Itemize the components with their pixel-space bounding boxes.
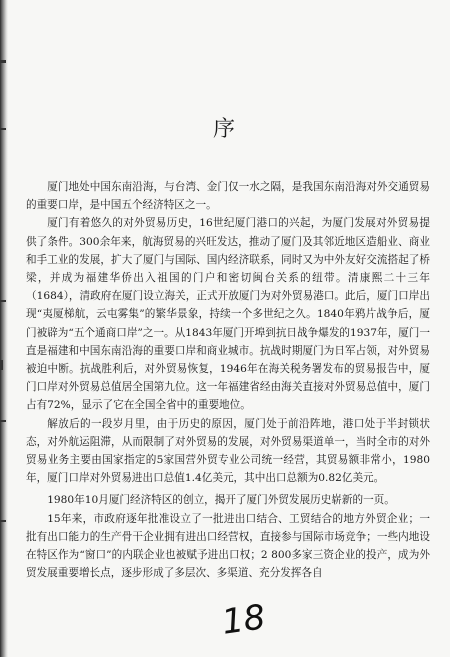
paragraph: 1980年10月厦门经济特区的创立，揭开了厦门外贸发展历史崭新的一页。: [47, 494, 395, 507]
body-text: [26, 178, 430, 582]
binding-mark: [0, 60, 6, 63]
binding-mark: [0, 360, 3, 370]
paragraph: 厦门有着悠久的对外贸易历史，16世纪厦门港口的兴起，为厦门发展对外贸易提供了条件。300余年来，航海贸易的兴旺发达，推动了厦门及其邻近地区造船业、商业和手工业的发展，扩大了厦门与国际、国内经济联系，同时又为中外友好交流搭起了桥梁，并成为福建华侨出入祖国的门户和密切闽台关系的纽带。清康熙二十三年（1684），清政府在厦门设立海关，正式开放厦门为对外贸易港口。此后，厦门口岸出现“夷厦梯航，云屯雾集”的繁华景象，持续一个多世纪之久。1840年鸦片战争后，厦门被辟为“五个通商口岸”之一。从1843年厦门开埠到抗日战争爆发的1937年，厦门一直是福建和中国东南沿海的重要口岸和商业城市。抗战时期厦门为日军占领，对外贸易被迫中断。抗战胜利后，对外贸易恢复，1946年在海关税务署发布的贸易报告中，厦门口岸对外贸易总值居全国第九位。这一年福建省经由海关直接对外贸易总值中，厦门占有72%，显示了它在全国全省中的重要地位。: [26, 217, 430, 412]
page-title: 序: [212, 117, 237, 142]
binding-edge: [0, 0, 8, 657]
paragraph: 15年来，市政府逐年批准设立了一批进出口结合、工贸结合的地方外贸企业；一批有出口能力的生产骨干企业拥有进出口经营权，直接参与国际市场竞争；一些内地设在特区作为“窗口”的内联企业也被赋予进出口权；2 800多家三资企业的投产，成为外贸发展重要增长点，逐步形成了多层次、多渠道、充分发挥各自: [26, 512, 430, 580]
binding-mark: [0, 300, 6, 302]
paragraph: 厦门地处中国东南沿海，与台湾、金门仅一水之隔，是我国东南沿海对外交通贸易的重要口岸，是中国五个经济特区之一。: [26, 181, 430, 212]
binding-mark: [0, 420, 6, 422]
paragraph: 解放后的一段岁月里，由于历史的原因，厦门处于前沿阵地，港口处于半封锁状态，对外航运阻滞，从而限制了对外贸易的发展，对外贸易渠道单一，当时全市的对外贸易业务主要由国家指定的5家国营外贸专业公司统一经营，其贸易额非常小，1980年，厦门口岸对外贸易进出口总值1.4亿美元，其中出口总额为0.82亿美元。: [26, 417, 430, 485]
binding-mark: [0, 520, 6, 522]
handwritten-page-number: 18: [219, 597, 268, 643]
